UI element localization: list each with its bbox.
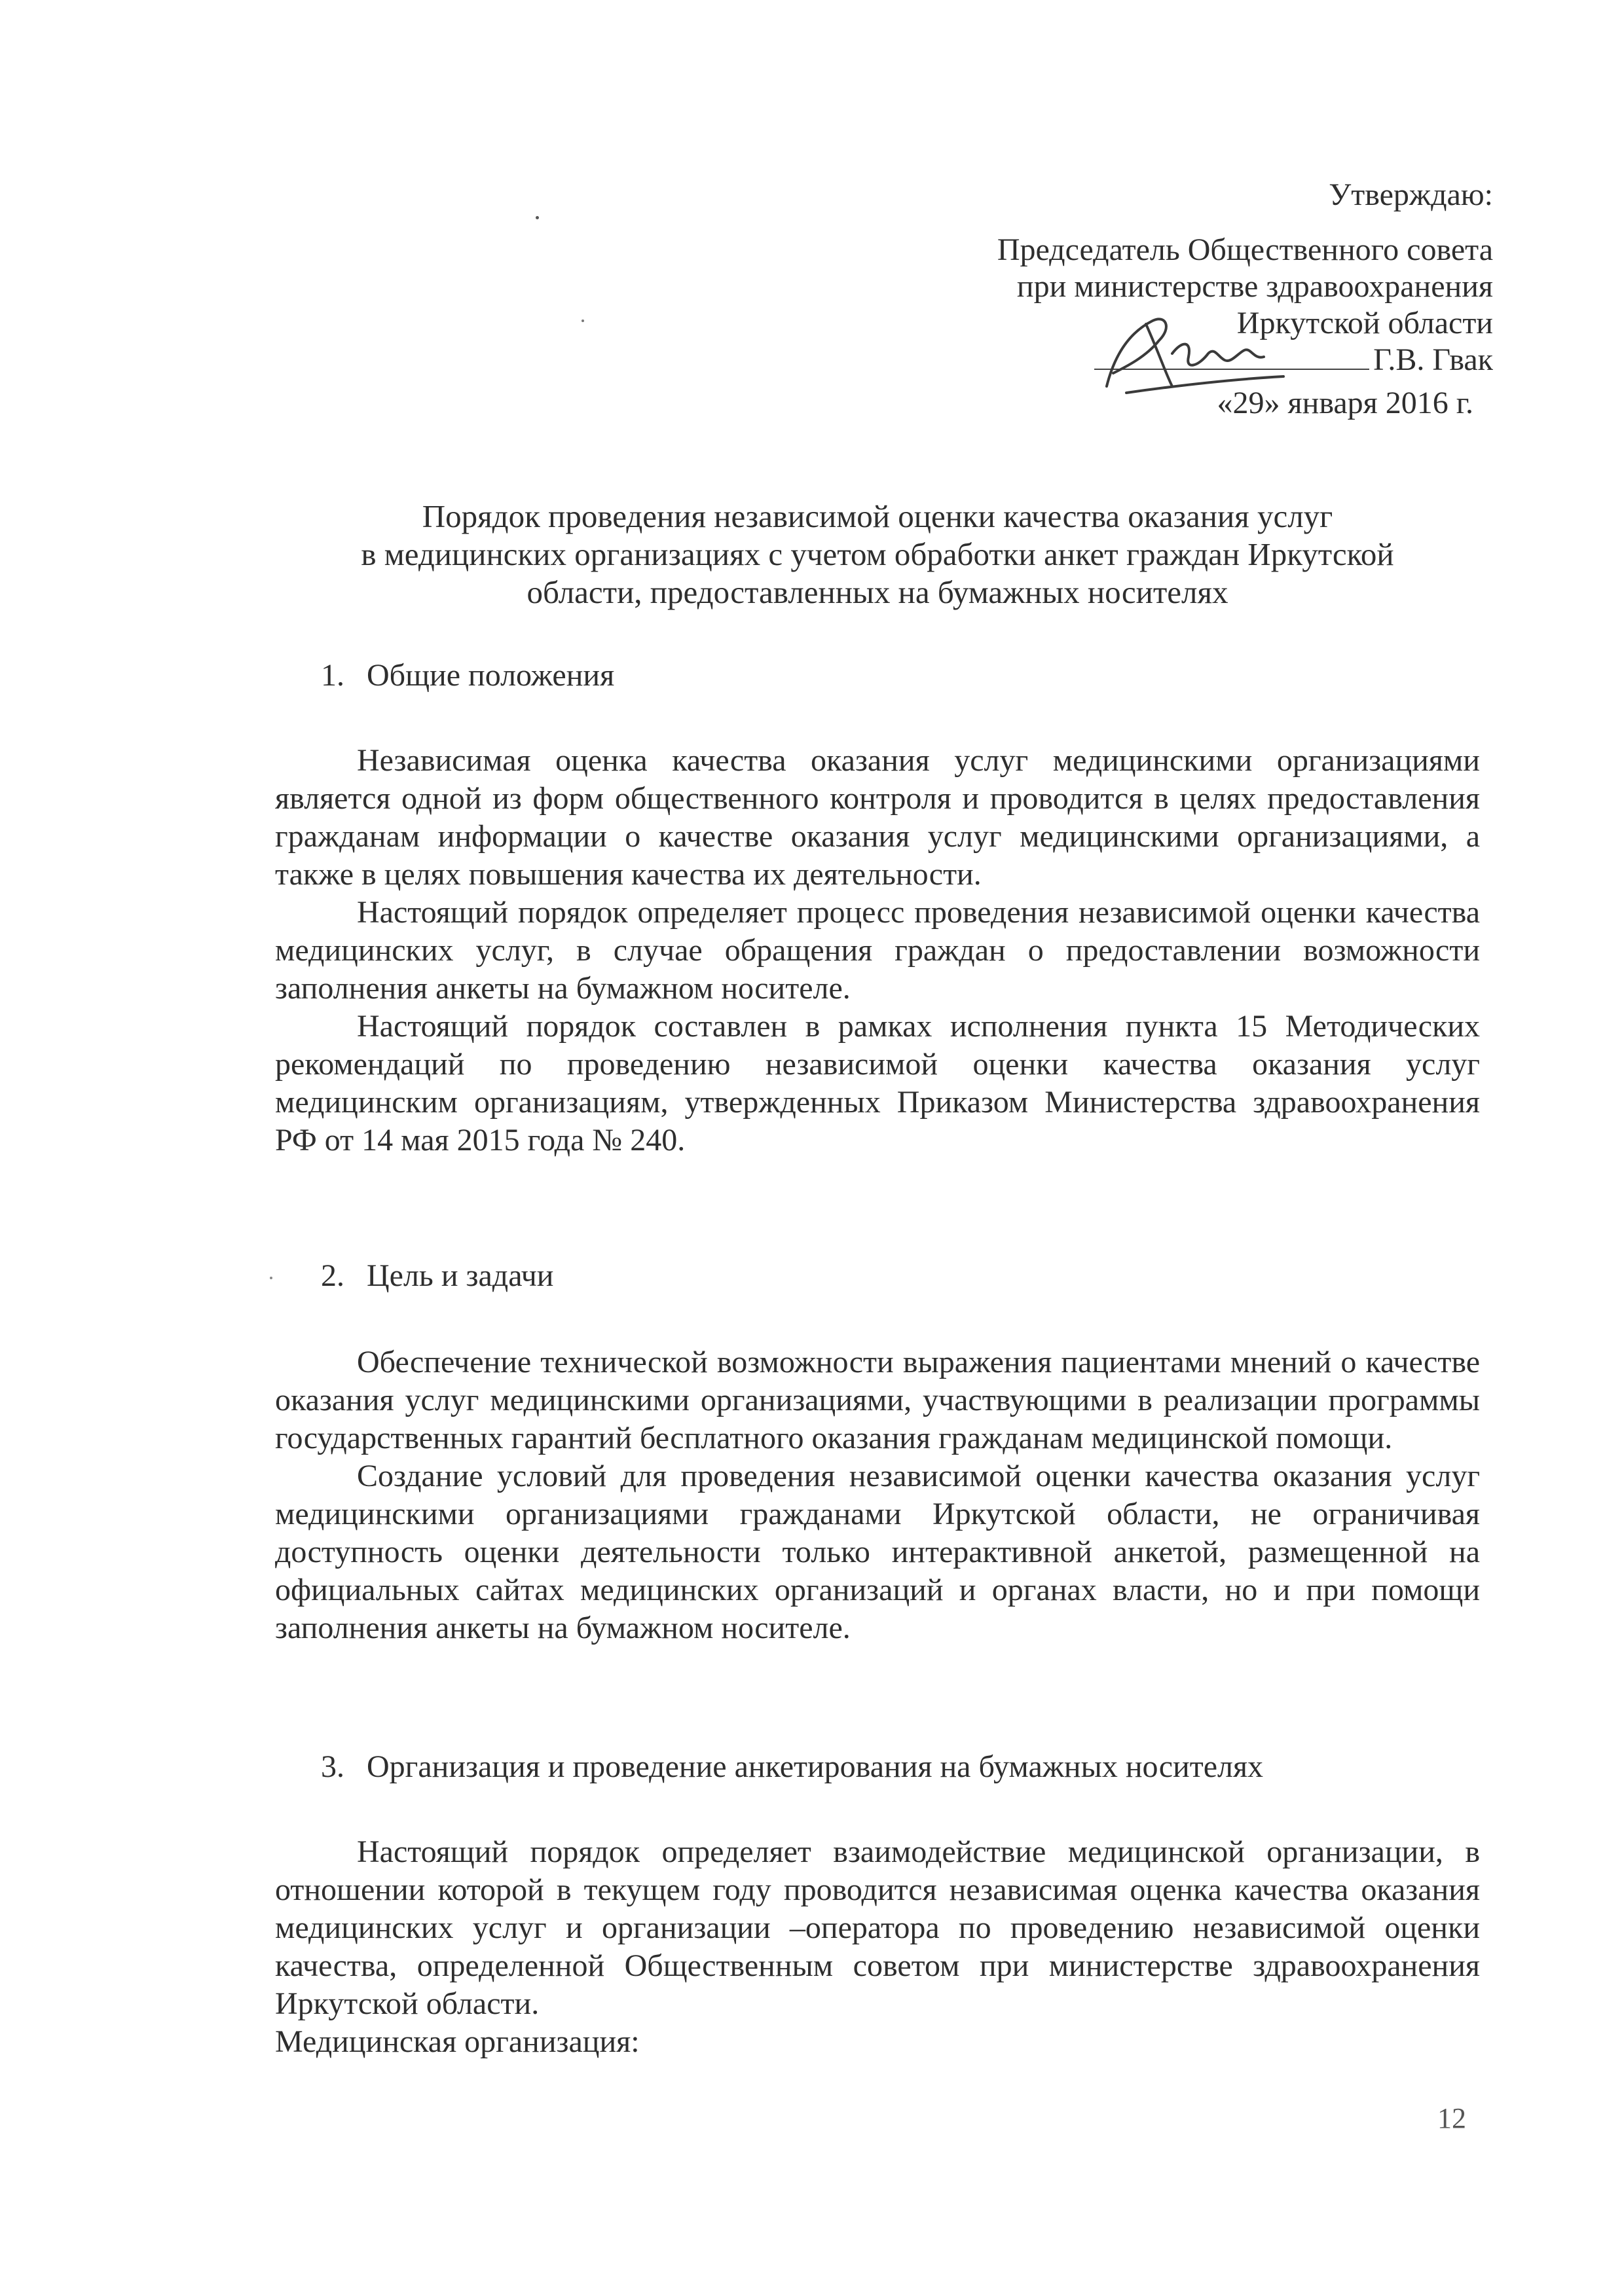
- paragraph-trailing-line: Медицинская организация:: [275, 2024, 640, 2059]
- section-title: Цель и задачи: [367, 1258, 554, 1293]
- title-line: области, предоставленных на бумажных носителях: [526, 574, 1228, 610]
- section-number: 1.: [321, 658, 344, 693]
- approval-line: при министерстве здравоохранения: [1016, 269, 1493, 304]
- paragraph: Настоящий порядок составлен в рамках исполнения пункта 15 Методических рекомендаций по проведению независимой оценки качества оказания услуг медицинским организациям, утвержденных Приказом Министерства здравоохранения РФ от 14 мая 2015 года № 240.: [275, 1009, 1480, 1157]
- paragraph: Обеспечение технической возможности выражения пациентами мнений о качестве оказания услуг медицинскими организациями, участвующими в реализации программы государственных гарантий бесплатного оказания гражданам медицинской помощи.: [275, 1345, 1480, 1455]
- handwritten-signature: [1067, 295, 1329, 406]
- approval-title: Утверждаю:: [1329, 177, 1493, 212]
- approval-line: Председатель Общественного совета: [997, 232, 1493, 267]
- approval-line: Иркутской области: [1236, 306, 1493, 340]
- scan-speck: [270, 1277, 272, 1279]
- section-1-heading: [321, 657, 614, 695]
- paragraph: Независимая оценка качества оказания услуг медицинскими организациями является одной из форм общественного контроля и проводится в целях предоставления гражданам информации о качестве оказания услуг медицинскими организациями, а также в целях повышения качества их деятельности.: [275, 743, 1480, 892]
- section-title: Общие положения: [367, 658, 615, 693]
- section-title: Организация и проведение анкетирования на бумажных носителях: [367, 1749, 1264, 1784]
- scan-speck: [581, 319, 584, 322]
- paragraph: Настоящий порядок определяет взаимодействие медицинской организации, в отношении которой в текущем году проводится независимая оценка качества оказания медицинских услуг и организации –оператора по проведению независимой оценки качества, определенной Общественным советом при министерстве здравоохранения Иркутской области.: [275, 1834, 1480, 2021]
- section-number: 2.: [321, 1258, 344, 1293]
- title-line: Порядок проведения независимой оценки качества оказания услуг: [422, 498, 1333, 534]
- title-line: в медицинских организациях с учетом обработки анкет граждан Иркутской: [361, 536, 1394, 572]
- approval-date: «29» января 2016 г.: [1217, 386, 1473, 420]
- section-2-heading: [321, 1257, 553, 1295]
- section-number: 3.: [321, 1749, 344, 1784]
- section-3-heading: [321, 1748, 1263, 1786]
- scan-speck: [536, 216, 539, 219]
- paragraph: Настоящий порядок определяет процесс проведения независимой оценки качества медицинских услуг, в случае обращения граждан о предоставлении возможности заполнения анкеты на бумажном носителе.: [275, 895, 1480, 1006]
- paragraph: Создание условий для проведения независимой оценки качества оказания услуг медицинскими организациями гражданами Иркутской области, не ограничивая доступность оценки деятельности только интерактивной анкетой, размещенной на официальных сайтах медицинских организаций и органах власти, но и при помощи заполнения анкеты на бумажном носителе.: [275, 1459, 1480, 1645]
- page-number: 12: [1437, 2102, 1466, 2134]
- section-2-body: [275, 1343, 1480, 1647]
- section-3-body: [275, 1833, 1480, 2061]
- section-1-body: [275, 742, 1480, 1159]
- document-title: [275, 498, 1480, 611]
- signer-name: Г.В. Гвак: [1373, 342, 1493, 377]
